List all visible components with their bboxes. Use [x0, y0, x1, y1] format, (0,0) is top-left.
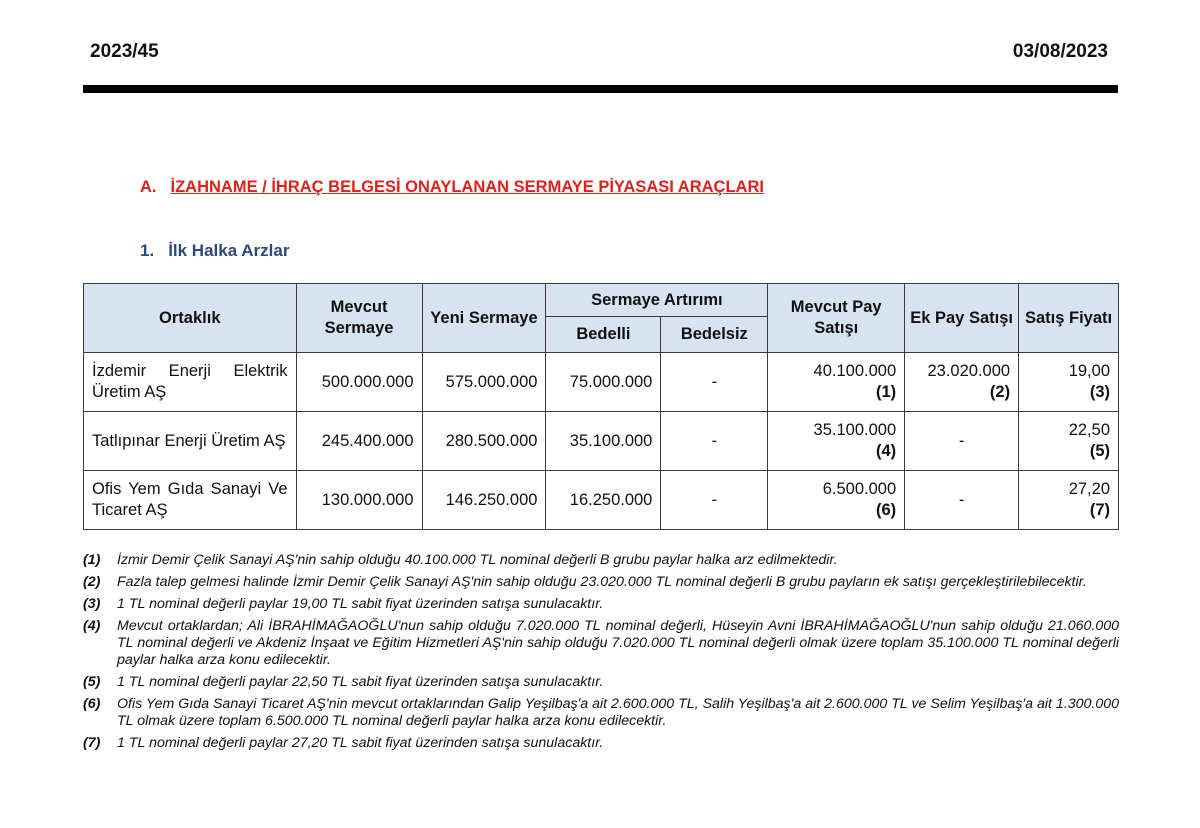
free-increase: - — [661, 471, 768, 530]
footnote-text: 1 TL nominal değerli paylar 22,50 TL sabit fiyat üzerinden satışa sunulacaktır. — [117, 674, 604, 690]
subsection-number: 1. — [140, 241, 155, 260]
sale-price — [1019, 412, 1119, 471]
footnote-ref: (7) — [1089, 501, 1110, 519]
new-capital: 575.000.000 — [422, 353, 546, 412]
free-increase: - — [661, 353, 768, 412]
company-name: İzdemir Enerji Elektrik Üretim AŞ — [84, 353, 297, 412]
footnote-key: (3) — [83, 596, 101, 612]
free-increase: - — [661, 412, 768, 471]
col-header-sale-price: Satış Fiyatı — [1019, 284, 1119, 353]
extra-share-sale — [905, 353, 1019, 412]
footnote-ref: (6) — [875, 501, 897, 519]
existing-sale-amount: 6.500.000 — [822, 480, 897, 498]
bulletin-number: 2023/45 — [90, 41, 159, 62]
current-capital: 500.000.000 — [296, 353, 422, 412]
bulletin-date: 03/08/2023 — [1012, 41, 1108, 62]
price-value: 19,00 — [1068, 362, 1110, 380]
footnote — [83, 674, 1119, 691]
paid-increase: 35.100.000 — [546, 412, 661, 471]
footnote — [83, 696, 1119, 730]
sale-price — [1019, 471, 1119, 530]
current-capital: 130.000.000 — [296, 471, 422, 530]
footnote-key: (2) — [83, 574, 101, 590]
footnote-text: Fazla talep gelmesi halinde İzmir Demir Çelik Sanayi AŞ'nin sahip olduğu 23.020.000 TL nominal değerli B grubu payların ek satışı gerçekleştirilebilecektir. — [117, 574, 1087, 590]
col-header-new-capital: Yeni Sermaye — [422, 284, 546, 353]
footnote-key: (1) — [83, 552, 101, 568]
extra-share-sale: - — [905, 412, 1019, 471]
footnote — [83, 552, 1119, 569]
subsection-heading — [140, 241, 289, 261]
footnote-text: 1 TL nominal değerli paylar 27,20 TL sabit fiyat üzerinden satışa sunulacaktır. — [117, 735, 604, 751]
sale-price — [1019, 353, 1119, 412]
footnote — [83, 596, 1119, 613]
extra-sale-amount: 23.020.000 — [927, 362, 1011, 380]
col-header-existing-share-sale: Mevcut Pay Satışı — [768, 284, 905, 353]
paid-increase: 75.000.000 — [546, 353, 661, 412]
company-name: Tatlıpınar Enerji Üretim AŞ — [84, 412, 297, 471]
existing-share-sale — [768, 353, 905, 412]
col-header-free: Bedelsiz — [661, 317, 768, 353]
footnote-text: İzmir Demir Çelik Sanayi AŞ'nin sahip olduğu 40.100.000 TL nominal değerli B grubu paylar halka arz edilmektedir. — [117, 552, 838, 568]
footnote — [83, 618, 1119, 669]
extra-share-sale: - — [905, 471, 1019, 530]
price-value: 22,50 — [1068, 421, 1110, 439]
col-header-extra-share-sale: Ek Pay Satışı — [905, 284, 1019, 353]
table-row — [84, 471, 1119, 530]
footnote-text: Mevcut ortaklardan; Ali İBRAHİMAĞAOĞLU'nun sahip olduğu 7.020.000 TL nominal değerli, Hüseyin Avni İBRAHİMAĞAOĞLU'nun sahip olduğu 21.060.000 TL nominal değerli ve Akdeniz İnşaat ve Eğitim Hizmetleri AŞ'nin sahip olduğu 7.020.000 TL nominal değerli olmak üzere toplam 35.100.000 TL nominal değerli paylar halka arza konu edilecektir. — [117, 618, 1119, 668]
header-divider — [83, 85, 1118, 93]
footnote-key: (6) — [83, 696, 101, 712]
table-row — [84, 353, 1119, 412]
section-heading — [140, 178, 764, 197]
footnote-text: 1 TL nominal değerli paylar 19,00 TL sabit fiyat üzerinden satışa sunulacaktır. — [117, 596, 604, 612]
footnote — [83, 574, 1119, 591]
new-capital: 146.250.000 — [422, 471, 546, 530]
subsection-title: İlk Halka Arzlar — [168, 241, 290, 260]
footnote-ref: (2) — [989, 383, 1011, 401]
section-title: İZAHNAME / İHRAÇ BELGESİ ONAYLANAN SERMAYE PİYASASI ARAÇLARI — [170, 178, 764, 196]
existing-sale-amount: 35.100.000 — [813, 421, 897, 439]
paid-increase: 16.250.000 — [546, 471, 661, 530]
footnote-ref: (1) — [875, 383, 897, 401]
footnote-key: (5) — [83, 674, 101, 690]
table-row — [84, 412, 1119, 471]
footnote-ref: (3) — [1089, 383, 1110, 401]
ipo-table — [83, 283, 1119, 530]
col-header-capital-increase: Sermaye Artırımı — [546, 284, 768, 317]
existing-share-sale — [768, 471, 905, 530]
col-header-paid: Bedelli — [546, 317, 661, 353]
company-name: Ofis Yem Gıda Sanayi Ve Ticaret AŞ — [84, 471, 297, 530]
footnote-ref: (5) — [1089, 442, 1110, 460]
footnote — [83, 735, 1119, 752]
footnote-key: (7) — [83, 735, 101, 751]
existing-share-sale — [768, 412, 905, 471]
new-capital: 280.500.000 — [422, 412, 546, 471]
footnote-ref: (4) — [875, 442, 897, 460]
existing-sale-amount: 40.100.000 — [813, 362, 897, 380]
footnotes — [83, 552, 1119, 757]
price-value: 27,20 — [1068, 480, 1110, 498]
footnote-text: Ofis Yem Gıda Sanayi Ticaret AŞ'nin mevcut ortaklarından Galip Yeşilbaş'a ait 2.600.000 TL, Salih Yeşilbaş'a ait 2.600.000 TL ve Selim Yeşilbaş'a ait 1.300.000 TL olmak üzere toplam 6.500.000 TL nominal değerli paylar halka arza konu edilecektir. — [117, 696, 1119, 729]
footnote-key: (4) — [83, 618, 101, 634]
col-header-current-capital: Mevcut Sermaye — [296, 284, 422, 353]
section-letter: A. — [140, 178, 157, 196]
current-capital: 245.400.000 — [296, 412, 422, 471]
col-header-company: Ortaklık — [84, 284, 297, 353]
